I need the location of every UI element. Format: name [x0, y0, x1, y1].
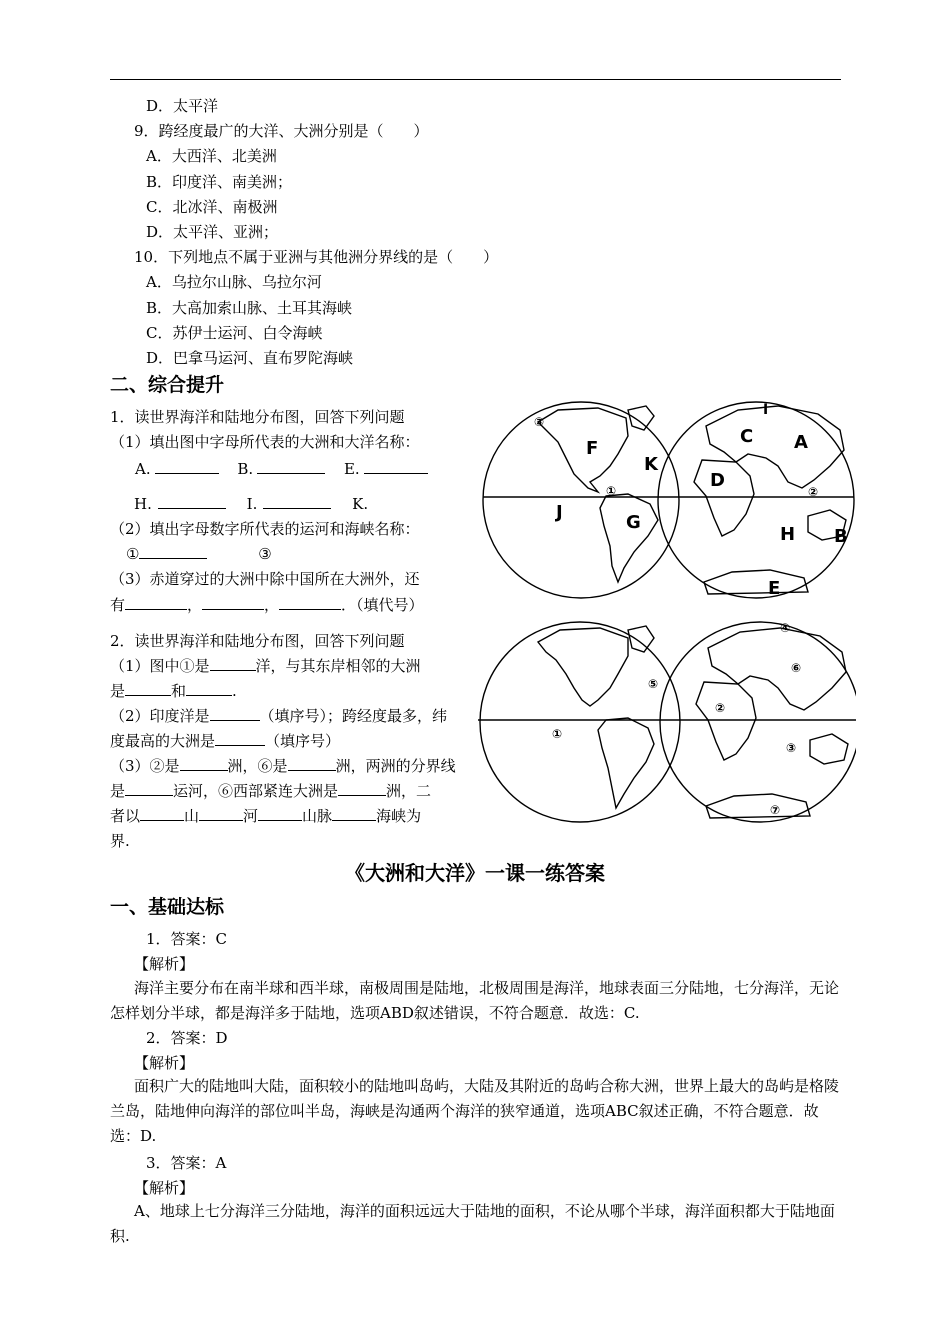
q9-option-d: D．太平洋、亚洲； — [146, 223, 279, 241]
analysis-label-2: 【解析】 — [134, 1054, 195, 1072]
map1-label: J — [556, 502, 563, 523]
blank-continent-2b[interactable] — [180, 756, 228, 771]
q10-option-d: D．巴拿马运河、直布罗陀海峡 — [146, 349, 354, 367]
p2-line3: （2）印度洋是 （填序号）；跨经度最多，纬 — [110, 707, 448, 725]
map1-label: D — [710, 470, 725, 491]
p2-line7: 者以 山 河 山脉 海峡为 — [110, 807, 422, 825]
blank-mountain-1[interactable] — [140, 806, 184, 821]
q10-option-c: C．苏伊士运河、白令海峡 — [146, 324, 323, 342]
answer-2: 2．答案：D — [146, 1029, 228, 1047]
analysis-text-3: A、地球上七分海洋三分陆地，海洋的面积远远大于陆地的面积，不论从哪个半球，海洋面积都大于陆地面积. — [110, 1202, 835, 1245]
west-hemisphere-outline — [483, 402, 679, 598]
map1-label: G — [626, 512, 641, 533]
comma: ， — [187, 596, 203, 614]
blank-c1[interactable] — [125, 595, 187, 610]
map1-label: ① — [606, 484, 617, 498]
label-h: H. — [134, 495, 152, 513]
map2-label: ⑦ — [770, 803, 781, 817]
blank-a[interactable] — [155, 459, 219, 474]
p1-sub2: （2）填出字母数字所代表的运河和海峡名称： — [110, 520, 420, 538]
text-you: 有 — [110, 596, 126, 614]
q10-option-b: B．大高加索山脉、土耳其海峡 — [146, 299, 353, 317]
blank-river[interactable] — [199, 806, 243, 821]
analysis-text-2: 面积广大的陆地叫大陆，面积较小的陆地叫岛屿，大陆及其附近的岛屿合称大洲，世界上最大的岛屿是格陵兰岛，陆地伸向海洋的部位叫半岛，海峡是沟通两个海洋的狭窄通道，选项ABC叙述正确，不符合题意．故选：D. — [110, 1077, 840, 1145]
east-hemisphere-outline — [660, 622, 856, 822]
blank-c3[interactable] — [279, 595, 341, 610]
answer-3: 3．答案：A — [146, 1154, 227, 1172]
blank-widest-continent[interactable] — [215, 731, 265, 746]
eurasia-shape — [706, 406, 844, 488]
map1-label: ② — [808, 485, 819, 499]
world-map-2 — [478, 616, 856, 828]
map2-label: ⑤ — [648, 677, 659, 691]
map1-label: C — [740, 426, 754, 447]
answer-1: 1．答案：C — [146, 930, 228, 948]
p2-line8: 界. — [110, 832, 130, 850]
analysis-text-1: 海洋主要分布在南半球和西半球，南极周围是陆地，北极周围是海洋，地球表面三分陆地，七分海洋，无论怎样划分半球，都是海洋多于陆地，选项ABD叙述错误，不符合题意．故选：C. — [110, 979, 840, 1022]
north-america-shape — [538, 408, 628, 492]
p1-sub3: （3）赤道穿过的大洲中除中国所在大洲外，还 — [110, 570, 420, 588]
blank-continent-2[interactable] — [186, 681, 232, 696]
map2-label: ② — [715, 701, 726, 715]
map2-label: ④ — [780, 621, 791, 635]
map1-label: E — [768, 578, 781, 599]
label-i: I. — [246, 495, 258, 513]
p1-blanks-row3 — [126, 544, 272, 564]
eurasia-shape — [708, 628, 846, 710]
option-d: D．太平洋 — [146, 97, 219, 115]
p1-blanks-row1 — [135, 459, 428, 479]
blank-west-continent[interactable] — [338, 781, 386, 796]
map1-label: B — [834, 526, 848, 547]
section-heading-2: 二、综合提升 — [110, 374, 225, 396]
p1-blanks-row2 — [134, 494, 368, 514]
map2-label: ③ — [786, 741, 797, 755]
q10-option-a: A．乌拉尔山脉、乌拉尔河 — [146, 273, 322, 291]
blank-c2[interactable] — [202, 595, 264, 610]
q9-option-c: C．北冰洋、南极洲 — [146, 198, 278, 216]
greenland-shape — [628, 406, 654, 430]
map2-label: ⑥ — [791, 661, 802, 675]
north-america-shape — [538, 628, 628, 706]
label-a: A. — [135, 460, 151, 478]
map1-label: H — [780, 524, 796, 545]
blank-1[interactable] — [139, 544, 207, 559]
p2-line2: 是 和 . — [110, 682, 237, 700]
label-1: ① — [126, 545, 140, 563]
p2-line4: 度最高的大洲是 （填序号） — [110, 732, 341, 750]
fill-code-note: ．（填代号） — [341, 596, 424, 614]
p1-sub1: （1）填出图中字母所代表的大洲和大洋名称： — [110, 433, 420, 451]
p2-stem: 2．读世界海洋和陆地分布图，回答下列问题 — [110, 632, 405, 650]
blank-strait[interactable] — [332, 806, 376, 821]
p2-line6: 是 运河，⑥西部紧连大洲是 洲，二 — [110, 782, 432, 800]
west-hemisphere-outline — [480, 622, 680, 822]
world-map-1 — [478, 396, 856, 604]
blank-canal[interactable] — [125, 781, 173, 796]
blank-mountain-2[interactable] — [258, 806, 302, 821]
question-10: 10．下列地点不属于亚洲与其他洲分界线的是（ ） — [134, 248, 499, 266]
blank-e[interactable] — [364, 459, 428, 474]
q9-option-b: B．印度洋、南美洲； — [146, 173, 293, 191]
east-hemisphere-outline — [658, 402, 854, 598]
map1-label: I — [763, 402, 769, 418]
p1-stem: 1．读世界海洋和陆地分布图，回答下列问题 — [110, 408, 405, 426]
australia-shape — [810, 734, 848, 764]
blank-indian-ocean[interactable] — [210, 706, 260, 721]
answers-title: 《大洲和大洋》一课一练答案 — [345, 861, 605, 885]
blank-h[interactable] — [158, 494, 226, 509]
label-k: K. — [352, 495, 369, 513]
p1-sub3-blanks — [110, 595, 424, 615]
analysis-label-3: 【解析】 — [134, 1179, 195, 1197]
map2-label: ① — [552, 727, 563, 741]
p2-line5: （3）②是 洲，⑥是 洲，两洲的分界线 — [110, 757, 456, 775]
map1-label: A — [794, 432, 808, 453]
africa-shape — [696, 682, 756, 760]
q9-option-a: A．大西洋、北美洲 — [146, 147, 277, 165]
p2-line1: （1）图中①是 洋，与其东岸相邻的大洲 — [110, 657, 421, 675]
south-america-shape — [598, 718, 654, 808]
label-3: ③ — [258, 545, 272, 563]
blank-ocean-1[interactable] — [210, 656, 256, 671]
answers-heading: 一、基础达标 — [110, 896, 225, 918]
comma: ， — [264, 596, 280, 614]
header-rule — [110, 79, 841, 80]
blank-i[interactable] — [263, 494, 331, 509]
greenland-shape — [628, 626, 654, 652]
analysis-label-1: 【解析】 — [134, 955, 195, 973]
question-9: 9．跨经度最广的大洋、大洲分别是（ ） — [134, 122, 429, 140]
blank-continent-1[interactable] — [125, 681, 171, 696]
map1-label: F — [586, 438, 599, 459]
map1-label: ③ — [534, 415, 545, 429]
blank-b[interactable] — [257, 459, 325, 474]
label-b: B. — [237, 460, 254, 478]
blank-continent-6[interactable] — [288, 756, 336, 771]
label-e: E. — [343, 460, 360, 478]
map1-label: K — [644, 454, 658, 475]
south-america-shape — [600, 494, 658, 582]
